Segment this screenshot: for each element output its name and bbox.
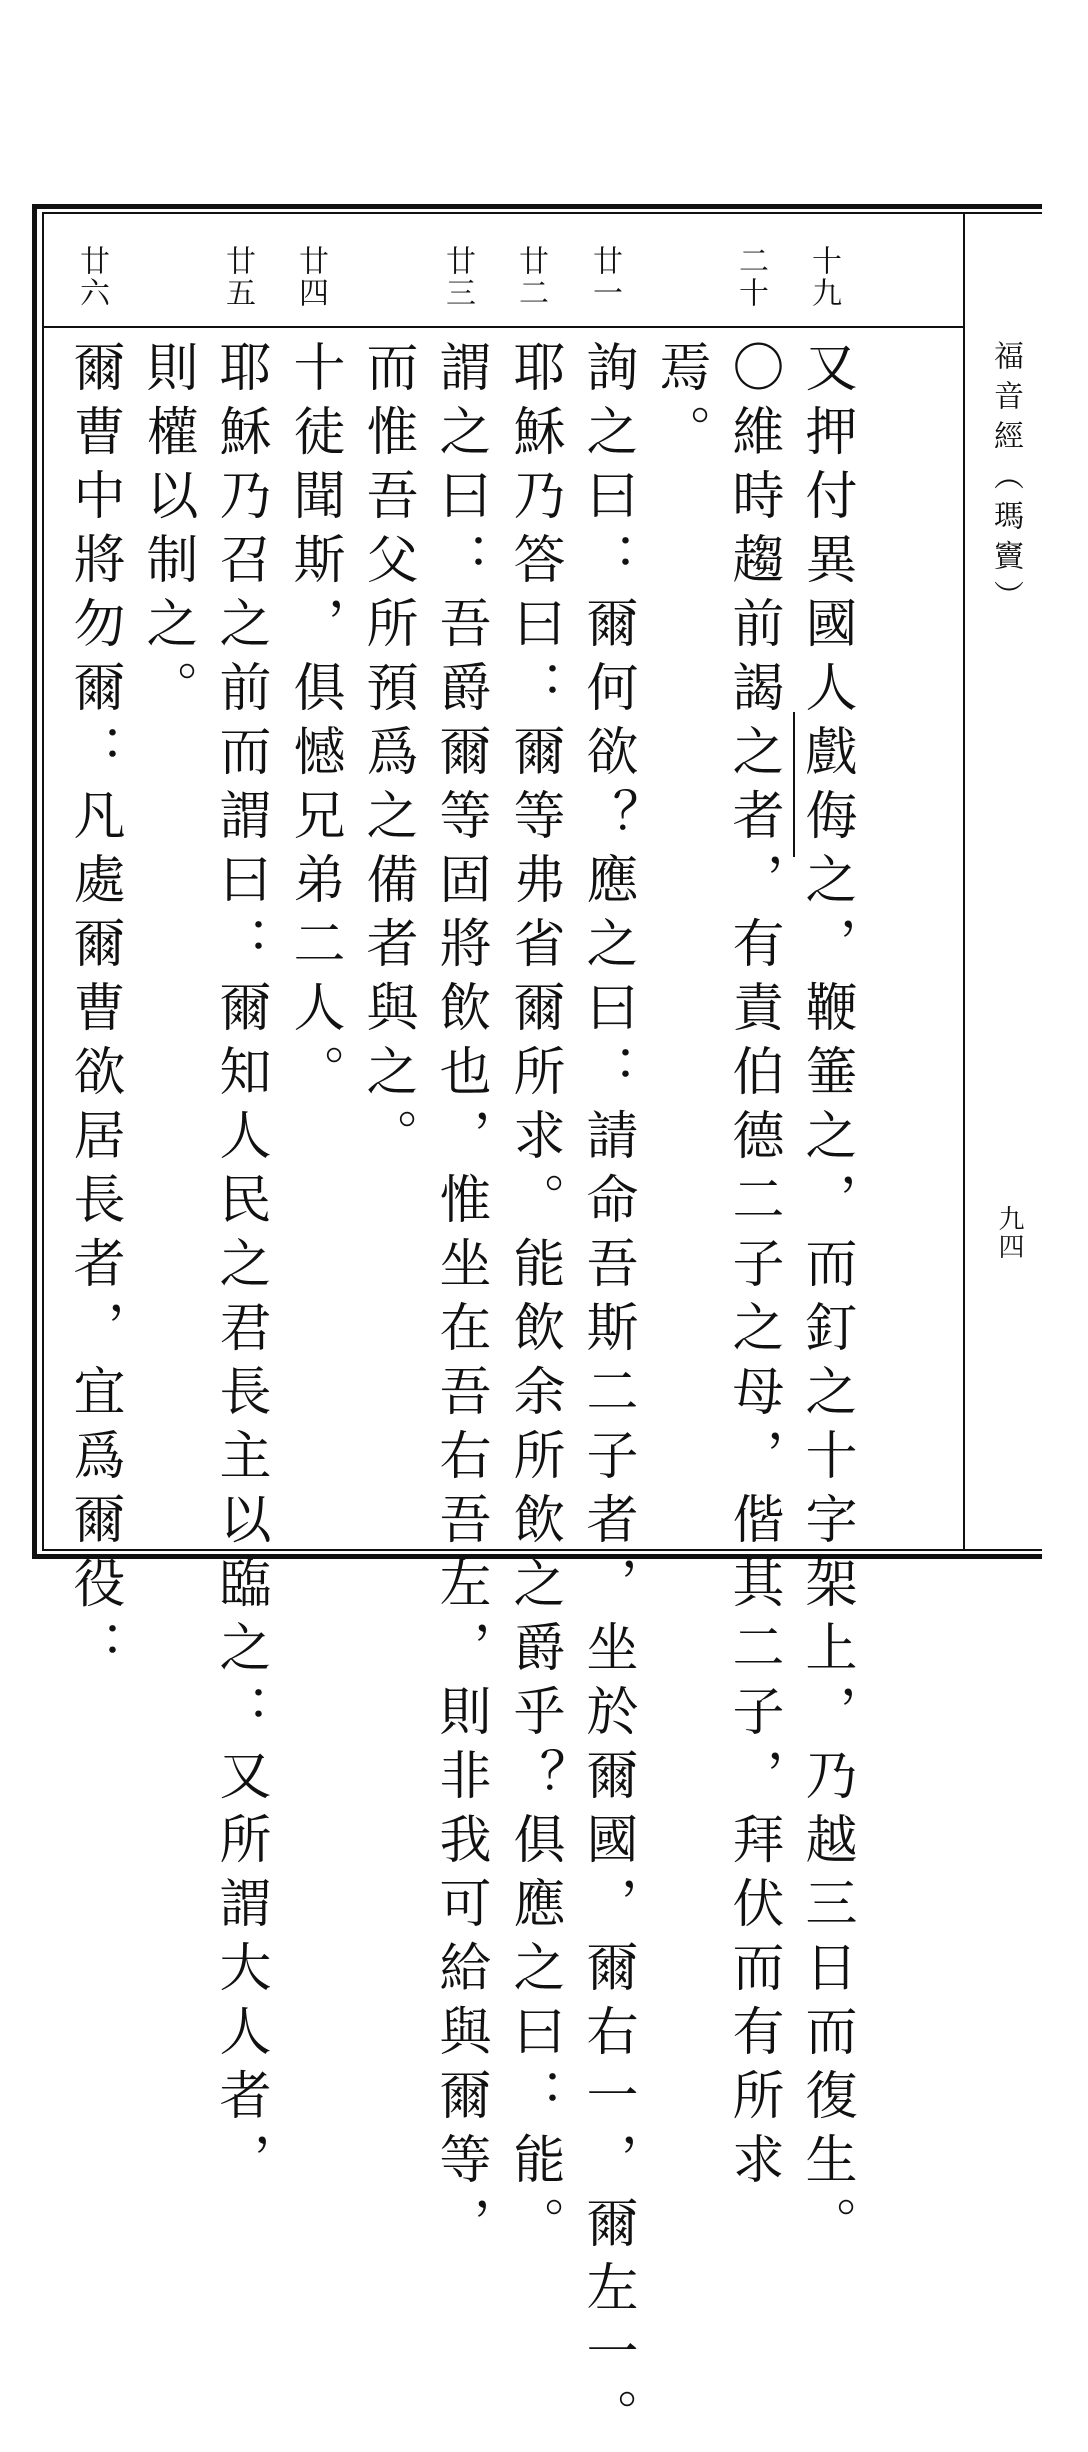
verse-text-23-cont: 而惟吾父所預爲之備者與之。 (357, 340, 417, 1172)
book-title: 福音經（瑪竇） (988, 340, 1023, 620)
verse-number-rule (44, 326, 963, 328)
verse-number-21: 廿一 (587, 245, 622, 309)
verse-text-24: 十徒聞斯，俱憾兄弟二人。 (284, 340, 344, 1108)
verse-number-22: 廿二 (513, 245, 548, 309)
verse-number-23: 廿三 (440, 245, 475, 309)
verse-text-19: 又押付異國人戲侮之，鞭箠之，而釘之十字架上，乃越三日而復生。 (796, 340, 856, 2260)
verse-text-22: 耶穌乃答曰：爾等弗省爾所求。能飲余所飲之爵乎？俱應之曰：能。 (504, 340, 564, 2260)
verse-text-26: 爾曹中將勿爾：凡處爾曹欲居長者，宜爲爾役： (64, 340, 124, 1684)
verse-number-26: 廿六 (74, 245, 109, 309)
verse-number-25: 廿五 (220, 245, 255, 309)
margin-rule (963, 212, 965, 1551)
verse-number-24: 廿四 (293, 245, 328, 309)
proper-name-mark (793, 712, 795, 857)
verse-number-19: 十九 (806, 245, 841, 309)
verse-number-20: 二十 (733, 245, 768, 309)
verse-text-25: 耶穌乃召之前而謂曰：爾知人民之君長主以臨之：又所謂大人者， (210, 340, 270, 2196)
page-number: 九四 (994, 1205, 1024, 1261)
verse-text-20-cont: 焉。 (650, 340, 710, 468)
verse-text-21: 詢之曰：爾何欲？應之曰：請命吾斯二子者，坐於爾國，爾右一，爾左一。 (577, 340, 637, 2452)
verse-text-20: 〇維時趨前謁之者，有責伯德二子之母，偕其二子，拜伏而有所求 (723, 340, 783, 2196)
verse-text-25-cont: 則權以制之。 (137, 340, 197, 724)
verse-text-23: 謂之曰：吾爵爾等固將飲也，惟坐在吾右吾左，則非我可給與爾等， (430, 340, 490, 2260)
